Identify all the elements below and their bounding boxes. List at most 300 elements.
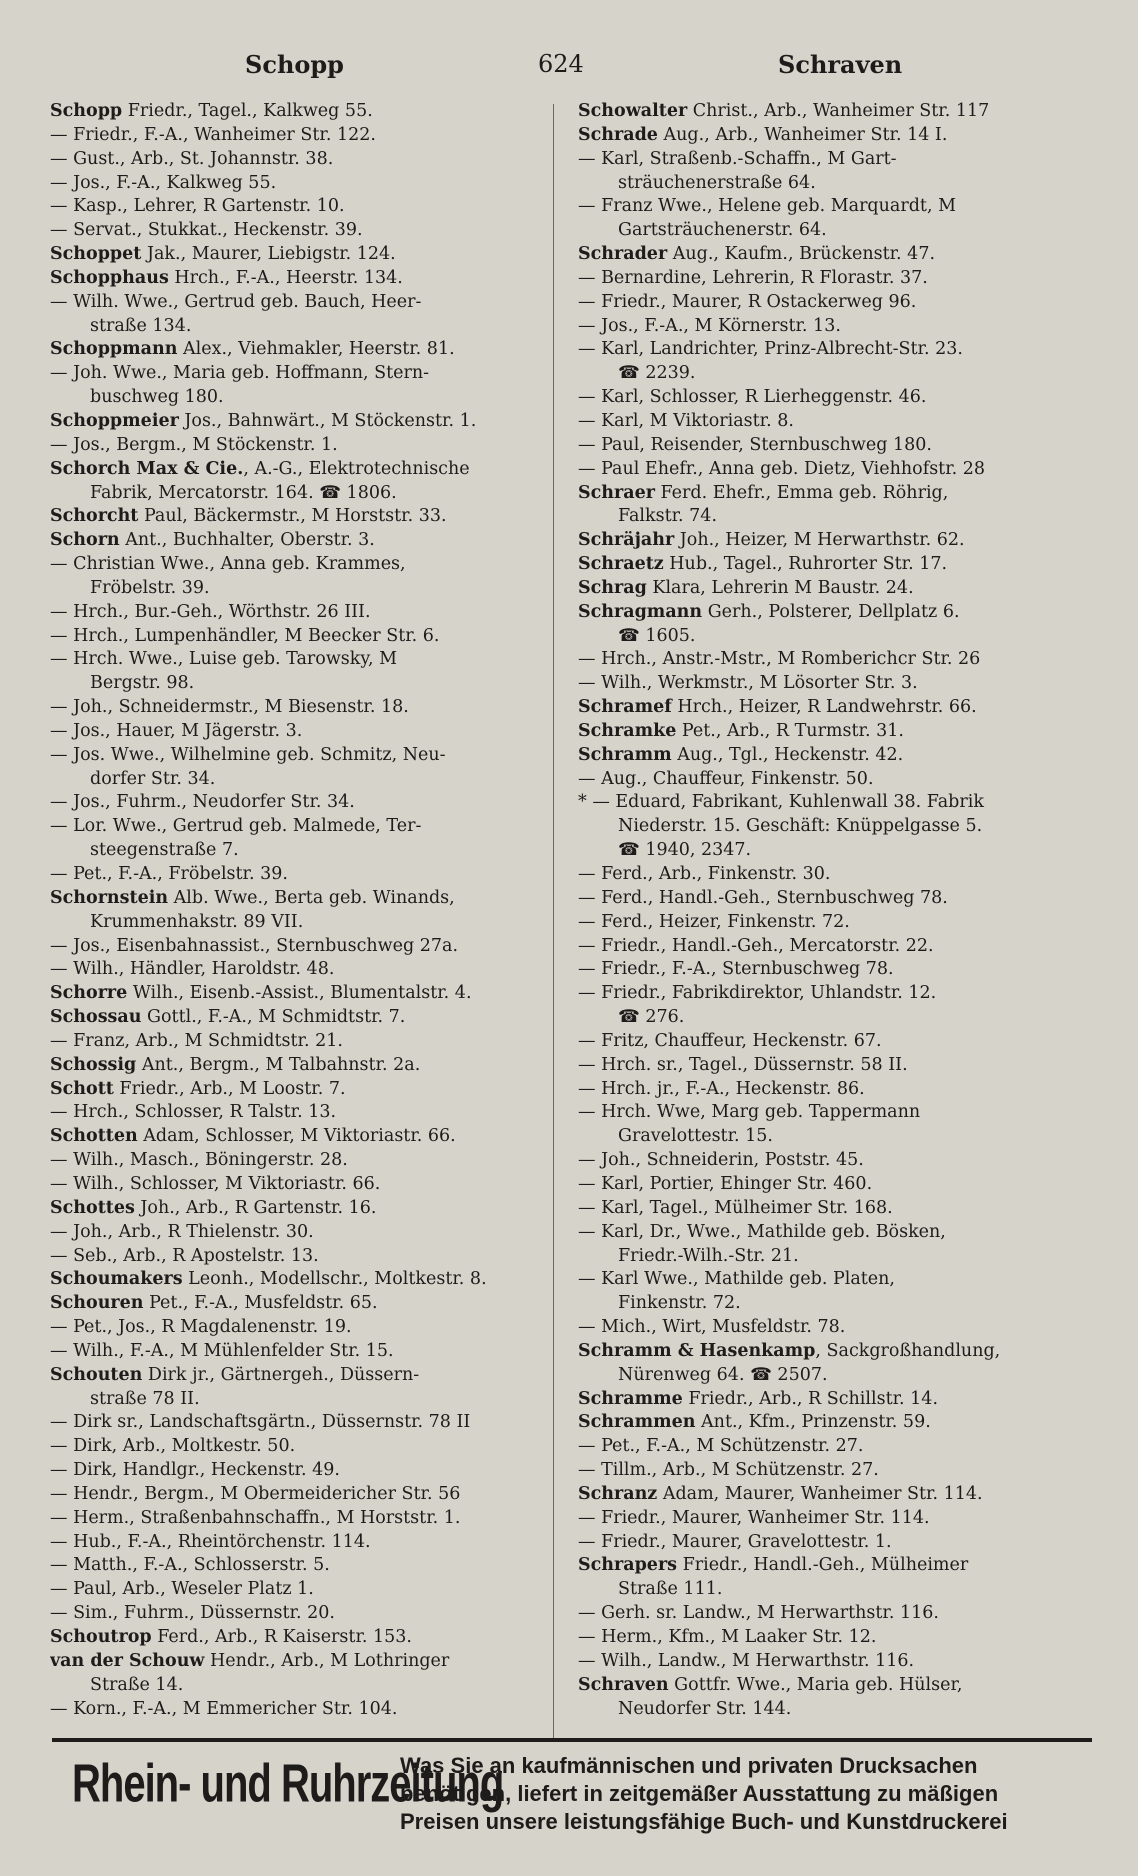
directory-entry bbox=[50, 1149, 560, 1173]
entry-surname: Schramme bbox=[578, 1388, 683, 1409]
entry-text: — Hrch., Lumpenhändler, M Beecker Str. 6. bbox=[50, 625, 440, 646]
directory-entry bbox=[50, 696, 560, 720]
entry-text: — Mich., Wirt, Musfeldstr. 78. bbox=[578, 1317, 846, 1338]
entry-surname: Schott bbox=[50, 1078, 114, 1099]
directory-entry bbox=[50, 625, 560, 649]
directory-entry bbox=[50, 267, 560, 291]
directory-entry bbox=[578, 1245, 1093, 1269]
entry-text: — Fritz, Chauffeur, Heckenstr. 67. bbox=[578, 1030, 882, 1051]
directory-entry bbox=[50, 1268, 560, 1292]
entry-text: — Jos., F.-A., Kalkweg 55. bbox=[50, 172, 277, 193]
entry-text: Hendr., Arb., M Lothringer bbox=[204, 1650, 450, 1671]
entry-text: — Jos. Wwe., Wilhelmine geb. Schmitz, Neu- bbox=[50, 744, 446, 765]
directory-entry bbox=[50, 601, 560, 625]
entry-text: Niederstr. 15. Geschäft: Knüppelgasse 5. bbox=[618, 816, 983, 837]
directory-entry bbox=[578, 1030, 1093, 1054]
directory-entry bbox=[50, 887, 560, 911]
directory-entry bbox=[578, 482, 1093, 506]
entry-text: Straße 14. bbox=[90, 1674, 184, 1695]
entry-surname: Schrader bbox=[578, 244, 668, 265]
entry-surname: Schoppmeier bbox=[50, 410, 179, 431]
directory-entry bbox=[50, 1364, 560, 1388]
entry-text: — Paul Ehefr., Anna geb. Dietz, Viehhofstr. 28 bbox=[578, 458, 986, 479]
directory-entry bbox=[50, 1030, 560, 1054]
directory-entry bbox=[50, 1006, 560, 1030]
entry-text: Adam, Maurer, Wanheimer Str. 114. bbox=[657, 1483, 983, 1504]
directory-entry bbox=[50, 124, 560, 148]
directory-entry bbox=[578, 1602, 1093, 1626]
directory-entry bbox=[50, 100, 560, 124]
entry-text: — Friedr., Maurer, Wanheimer Str. 114. bbox=[578, 1507, 930, 1528]
directory-entry bbox=[578, 1292, 1093, 1316]
directory-entry bbox=[50, 1292, 560, 1316]
directory-entry bbox=[50, 768, 560, 792]
directory-entry bbox=[578, 410, 1093, 434]
directory-entry bbox=[50, 1101, 560, 1125]
directory-entry bbox=[578, 935, 1093, 959]
entry-text: — Hrch., Bur.-Geh., Wörthstr. 26 III. bbox=[50, 601, 371, 622]
directory-entry bbox=[50, 577, 560, 601]
entry-text: Friedr., Arb., R Schillstr. 14. bbox=[682, 1388, 939, 1409]
entry-text: — Matth., F.-A., Schlosserstr. 5. bbox=[50, 1555, 330, 1576]
entry-text: — Wilh., Händler, Haroldstr. 48. bbox=[50, 959, 335, 980]
directory-entry bbox=[578, 195, 1093, 219]
entry-text: Fabrik, Mercatorstr. 164. ☎ 1806. bbox=[90, 482, 397, 503]
entry-text: — Dirk, Handlgr., Heckenstr. 49. bbox=[50, 1460, 340, 1481]
entry-text: — Paul, Reisender, Sternbuschweg 180. bbox=[578, 434, 932, 455]
directory-entry bbox=[578, 1411, 1093, 1435]
directory-entry bbox=[50, 958, 560, 982]
column-divider bbox=[553, 104, 554, 1738]
ad-text bbox=[400, 1752, 1090, 1836]
entry-text: — Hrch. sr., Tagel., Düssernstr. 58 II. bbox=[578, 1054, 908, 1075]
directory-entry bbox=[50, 1411, 560, 1435]
directory-entry bbox=[578, 601, 1093, 625]
entry-text: Friedr., Tagel., Kalkweg 55. bbox=[122, 101, 373, 121]
directory-entry bbox=[578, 1388, 1093, 1412]
entry-surname: Schouten bbox=[50, 1364, 143, 1385]
directory-entry bbox=[50, 243, 560, 267]
directory-entry bbox=[578, 1173, 1093, 1197]
entry-text: — Friedr., F.-A., Wanheimer Str. 122. bbox=[50, 124, 376, 145]
directory-entry bbox=[578, 148, 1093, 172]
entry-text: Nürenweg 64. ☎ 2507. bbox=[618, 1364, 828, 1385]
entry-surname: Schraer bbox=[578, 482, 655, 503]
directory-entry bbox=[578, 172, 1093, 196]
directory-entry bbox=[50, 505, 560, 529]
entry-text: — Karl, M Viktoriastr. 8. bbox=[578, 410, 794, 431]
entry-text: — Friedr., Handl.-Geh., Mercatorstr. 22. bbox=[578, 935, 934, 956]
entry-text: — Wilh., Masch., Böningerstr. 28. bbox=[50, 1150, 348, 1171]
directory-entry bbox=[578, 1459, 1093, 1483]
right-column bbox=[578, 100, 1093, 1721]
entry-text: — Karl, Tagel., Mülheimer Str. 168. bbox=[578, 1197, 893, 1218]
entry-text: — Friedr., Fabrikdirektor, Uhlandstr. 12. bbox=[578, 983, 937, 1004]
directory-entry bbox=[50, 1626, 560, 1650]
directory-entry bbox=[50, 648, 560, 672]
entry-surname: Schorn bbox=[50, 530, 120, 551]
directory-entry bbox=[578, 1221, 1093, 1245]
directory-entry bbox=[50, 410, 560, 434]
directory-entry bbox=[578, 315, 1093, 339]
directory-entry bbox=[578, 696, 1093, 720]
entry-text: — Dirk, Arb., Moltkestr. 50. bbox=[50, 1436, 296, 1457]
directory-entry bbox=[50, 219, 560, 243]
entry-text: — Pet., F.-A., M Schützenstr. 27. bbox=[578, 1436, 864, 1457]
entry-text: — Lor. Wwe., Gertrud geb. Malmede, Ter- bbox=[50, 816, 422, 837]
entry-text: — Jos., Bergm., M Stöckenstr. 1. bbox=[50, 434, 338, 455]
entry-text: — Karl, Portier, Ehinger Str. 460. bbox=[578, 1173, 873, 1194]
entry-surname: Schramke bbox=[578, 720, 677, 741]
directory-entry bbox=[50, 720, 560, 744]
entry-text: Klara, Lehrerin M Baustr. 24. bbox=[646, 577, 914, 598]
entry-text: — Hrch., Anstr.-Mstr., M Romberichcr Str. 26 bbox=[578, 649, 981, 670]
directory-entry bbox=[578, 815, 1093, 839]
directory-entry bbox=[578, 1554, 1093, 1578]
entry-text: — Karl, Straßenb.-Schaffn., M Gart- bbox=[578, 148, 897, 169]
entry-text: Bergstr. 98. bbox=[90, 673, 195, 694]
entry-surname: Schopphaus bbox=[50, 267, 169, 288]
entry-text: Gartsträuchenerstr. 64. bbox=[618, 220, 827, 241]
entry-text: Ant., Kfm., Prinzenstr. 59. bbox=[695, 1412, 931, 1433]
entry-text: — Joh., Arb., R Thielenstr. 30. bbox=[50, 1221, 314, 1242]
entry-text: Finkenstr. 72. bbox=[618, 1293, 741, 1314]
entry-text: Straße 111. bbox=[618, 1579, 723, 1600]
directory-entry bbox=[578, 1101, 1093, 1125]
directory-entry bbox=[50, 1340, 560, 1364]
entry-text: — Seb., Arb., R Apostelstr. 13. bbox=[50, 1245, 319, 1266]
entry-surname: Schornstein bbox=[50, 887, 169, 908]
entry-text: Falkstr. 74. bbox=[618, 506, 718, 527]
directory-entry bbox=[578, 1125, 1093, 1149]
entry-text: Alb. Wwe., Berta geb. Winands, bbox=[168, 887, 455, 908]
directory-entry bbox=[578, 1078, 1093, 1102]
directory-entry bbox=[578, 625, 1093, 649]
entry-text: — Friedr., Maurer, Gravelottestr. 1. bbox=[578, 1531, 892, 1552]
directory-entry bbox=[50, 291, 560, 315]
entry-text: Ferd. Ehefr., Emma geb. Röhrig, bbox=[654, 482, 949, 503]
entry-text: Ant., Bergm., M Talbahnstr. 2a. bbox=[136, 1054, 421, 1075]
directory-entry bbox=[578, 1578, 1093, 1602]
directory-entry bbox=[578, 839, 1093, 863]
entry-text: — Korn., F.-A., M Emmericher Str. 104. bbox=[50, 1698, 398, 1719]
entry-text: Aug., Arb., Wanheimer Str. 14 I. bbox=[657, 124, 948, 145]
directory-entry bbox=[578, 887, 1093, 911]
advertisement bbox=[52, 1738, 1092, 1846]
entry-text: Friedr., Handl.-Geh., Mülheimer bbox=[677, 1555, 969, 1576]
entry-surname: Schramm bbox=[578, 744, 672, 765]
entry-text: Dirk jr., Gärtnergeh., Düssern- bbox=[142, 1364, 420, 1385]
directory-entry bbox=[50, 195, 560, 219]
entry-text: — Pet., F.-A., Fröbelstr. 39. bbox=[50, 864, 288, 884]
entry-text: Gottl., F.-A., M Schmidtstr. 7. bbox=[141, 1007, 406, 1028]
entry-text: Joh., Heizer, M Herwarthstr. 62. bbox=[674, 530, 965, 551]
entry-text: buschweg 180. bbox=[90, 387, 224, 408]
entry-surname: Schossig bbox=[50, 1054, 137, 1075]
entry-text: — Hrch. jr., F.-A., Heckenstr. 86. bbox=[578, 1078, 865, 1099]
directory-entry bbox=[578, 1316, 1093, 1340]
entry-surname: Schraetz bbox=[578, 554, 664, 575]
directory-entry bbox=[50, 744, 560, 768]
entry-text: Gerh., Polsterer, Dellplatz 6. bbox=[702, 601, 960, 622]
ad-logo: Rhein- und Ruhrzeitung bbox=[72, 1754, 504, 1814]
entry-text: — Hrch., Schlosser, R Talstr. 13. bbox=[50, 1102, 337, 1123]
entry-text: Krummenhakstr. 89 VII. bbox=[90, 911, 304, 932]
directory-entry bbox=[578, 791, 1093, 815]
entry-surname: Schoumakers bbox=[50, 1269, 183, 1290]
entry-text: — Herm., Kfm., M Laaker Str. 12. bbox=[578, 1627, 877, 1647]
entry-text: — Pet., Jos., R Magdalenenstr. 19. bbox=[50, 1317, 352, 1338]
entry-text: Alex., Viehmakler, Heerstr. 81. bbox=[177, 339, 455, 360]
entry-surname: Schragmann bbox=[578, 601, 703, 622]
entry-text: — Jos., Hauer, M Jägerstr. 3. bbox=[50, 720, 303, 741]
entry-text: Hrch., Heizer, R Landwehrstr. 66. bbox=[671, 697, 977, 718]
directory-entry bbox=[50, 338, 560, 362]
directory-entry bbox=[50, 911, 560, 935]
entry-text: * — Eduard, Fabrikant, Kuhlenwall 38. Fabrik bbox=[578, 792, 984, 813]
directory-entry bbox=[578, 577, 1093, 601]
directory-entry bbox=[50, 1507, 560, 1531]
entry-surname: Schräjahr bbox=[578, 530, 675, 551]
directory-entry bbox=[50, 529, 560, 553]
entry-text: dorfer Str. 34. bbox=[90, 768, 216, 789]
entry-text: Joh., Arb., R Gartenstr. 16. bbox=[134, 1197, 377, 1218]
directory-entry bbox=[578, 1268, 1093, 1292]
directory-entry bbox=[50, 1674, 560, 1698]
entry-text: — Kasp., Lehrer, R Gartenstr. 10. bbox=[50, 196, 345, 217]
directory-entry bbox=[578, 434, 1093, 458]
entry-text: — Ferd., Handl.-Geh., Sternbuschweg 78. bbox=[578, 887, 948, 908]
entry-text: — Ferd., Heizer, Finkenstr. 72. bbox=[578, 911, 850, 932]
entry-text: Friedr.-Wilh.-Str. 21. bbox=[618, 1245, 799, 1266]
entry-text: — Jos., F.-A., M Körnerstr. 13. bbox=[578, 315, 841, 336]
directory-entry bbox=[578, 1054, 1093, 1078]
directory-entry bbox=[50, 839, 560, 863]
directory-entry bbox=[50, 315, 560, 339]
entry-text: — Paul, Arb., Weseler Platz 1. bbox=[50, 1579, 314, 1600]
entry-text: — Wilh., Werkmstr., M Lösorter Str. 3. bbox=[578, 673, 918, 694]
directory-entry bbox=[578, 958, 1093, 982]
entry-surname: Schrade bbox=[578, 124, 658, 145]
entry-text: — Karl, Dr., Wwe., Mathilde geb. Bösken, bbox=[578, 1221, 946, 1242]
directory-entry bbox=[578, 243, 1093, 267]
entry-text: — Bernardine, Lehrerin, R Florastr. 37. bbox=[578, 267, 928, 288]
entry-text: — Christian Wwe., Anna geb. Krammes, bbox=[50, 554, 406, 575]
directory-entry bbox=[50, 482, 560, 506]
entry-text: straße 134. bbox=[90, 315, 192, 336]
entry-text: ☎ 2239. bbox=[618, 363, 696, 384]
entry-text: — Friedr., Maurer, R Ostackerweg 96. bbox=[578, 291, 917, 312]
entry-surname: Schranz bbox=[578, 1483, 658, 1504]
directory-entry bbox=[578, 1197, 1093, 1221]
entry-text: — Hrch. Wwe, Marg geb. Tappermann bbox=[578, 1102, 921, 1123]
entry-text: — Hendr., Bergm., M Obermeidericher Str. 56 bbox=[50, 1483, 461, 1504]
entry-surname: Schotten bbox=[50, 1126, 138, 1147]
entry-text: Ant., Buchhalter, Oberstr. 3. bbox=[119, 530, 375, 551]
directory-entry bbox=[578, 1149, 1093, 1173]
directory-entry bbox=[578, 505, 1093, 529]
entry-surname: Schouren bbox=[50, 1293, 144, 1314]
entry-text: — Gust., Arb., St. Johannstr. 38. bbox=[50, 148, 334, 169]
entry-text: Adam, Schlosser, M Viktoriastr. 66. bbox=[137, 1126, 456, 1147]
entry-text: — Franz Wwe., Helene geb. Marquardt, M bbox=[578, 196, 956, 217]
directory-entry bbox=[578, 1626, 1093, 1650]
entry-surname: Schorcht bbox=[50, 506, 139, 527]
entry-text: — Sim., Fuhrm., Düssernstr. 20. bbox=[50, 1603, 335, 1624]
entry-text: Pet., F.-A., Musfeldstr. 65. bbox=[143, 1293, 378, 1314]
entry-text: Jos., Bahnwärt., M Stöckenstr. 1. bbox=[178, 410, 477, 431]
entry-text: Wilh., Eisenb.-Assist., Blumentalstr. 4. bbox=[127, 983, 472, 1004]
entry-text: — Aug., Chauffeur, Finkenstr. 50. bbox=[578, 768, 874, 789]
entry-surname: Schramef bbox=[578, 697, 672, 718]
entry-text: — Friedr., F.-A., Sternbuschweg 78. bbox=[578, 959, 894, 980]
entry-text: Jak., Maurer, Liebigstr. 124. bbox=[141, 244, 396, 265]
entry-text: — Jos., Eisenbahnassist., Sternbuschweg 27a. bbox=[50, 935, 459, 956]
directory-entry bbox=[50, 1698, 560, 1722]
entry-text: sträuchenerstraße 64. bbox=[618, 172, 816, 193]
directory-entry bbox=[578, 1698, 1093, 1722]
entry-text: Neudorfer Str. 144. bbox=[618, 1698, 792, 1719]
header-right-keyword: Schraven bbox=[778, 50, 903, 79]
entry-surname: Schoppmann bbox=[50, 339, 178, 360]
entry-text: — Hrch. Wwe., Luise geb. Tarowsky, M bbox=[50, 649, 397, 670]
directory-entry bbox=[578, 863, 1093, 887]
entry-surname: Schoutrop bbox=[50, 1627, 152, 1647]
entry-text: — Wilh., Landw., M Herwarthstr. 116. bbox=[578, 1650, 915, 1671]
directory-entry bbox=[50, 1554, 560, 1578]
directory-entry bbox=[578, 1006, 1093, 1030]
entry-text: — Servat., Stukkat., Heckenstr. 39. bbox=[50, 220, 363, 241]
directory-entry bbox=[578, 1507, 1093, 1531]
entry-text: Christ., Arb., Wanheimer Str. 117 bbox=[687, 101, 990, 121]
entry-text: — Karl Wwe., Mathilde geb. Platen, bbox=[578, 1269, 895, 1290]
directory-entry bbox=[50, 1316, 560, 1340]
entry-surname: Schrapers bbox=[578, 1555, 678, 1576]
directory-entry bbox=[50, 1459, 560, 1483]
entry-surname: Schorre bbox=[50, 983, 128, 1004]
entry-text: Aug., Kaufm., Brückenstr. 47. bbox=[667, 244, 936, 265]
directory-entry bbox=[578, 744, 1093, 768]
directory-entry bbox=[50, 386, 560, 410]
directory-entry bbox=[50, 458, 560, 482]
entry-surname: Schraven bbox=[578, 1674, 669, 1695]
entry-text: — Dirk sr., Landschaftsgärtn., Düssernstr. 78 II bbox=[50, 1412, 471, 1433]
entry-text: Hrch., F.-A., Heerstr. 134. bbox=[168, 267, 403, 288]
entry-text: , Sackgroßhandlung, bbox=[815, 1340, 1001, 1361]
directory-entry bbox=[50, 1388, 560, 1412]
entry-surname: Schowalter bbox=[578, 101, 688, 121]
entry-text: — Jos., Fuhrm., Neudorfer Str. 34. bbox=[50, 792, 355, 813]
entry-text: — Joh., Schneiderin, Poststr. 45. bbox=[578, 1150, 864, 1171]
entry-surname: Schorch Max & Cie. bbox=[50, 458, 244, 479]
ad-line: Preisen unsere leistungsfähige Buch- und Kunstdruckerei bbox=[400, 1809, 1008, 1834]
directory-entry bbox=[50, 1245, 560, 1269]
directory-entry bbox=[578, 982, 1093, 1006]
directory-entry bbox=[50, 672, 560, 696]
directory-entry bbox=[578, 1435, 1093, 1459]
directory-entry bbox=[578, 386, 1093, 410]
directory-entry bbox=[578, 768, 1093, 792]
directory-entry bbox=[50, 1531, 560, 1555]
entry-text: — Tillm., Arb., M Schützenstr. 27. bbox=[578, 1460, 879, 1481]
directory-entry bbox=[50, 1078, 560, 1102]
entry-text: — Gerh. sr. Landw., M Herwarthstr. 116. bbox=[578, 1603, 939, 1624]
directory-entry bbox=[578, 219, 1093, 243]
entry-text: — Wilh. Wwe., Gertrud geb. Bauch, Heer- bbox=[50, 291, 422, 312]
entry-text: — Karl, Landrichter, Prinz-Albrecht-Str. 23. bbox=[578, 339, 963, 360]
directory-entry bbox=[50, 791, 560, 815]
entry-text: straße 78 II. bbox=[90, 1388, 200, 1409]
entry-text: ☎ 276. bbox=[618, 1007, 685, 1028]
directory-entry bbox=[578, 1531, 1093, 1555]
page-number: 624 bbox=[538, 50, 584, 78]
entry-text: — Herm., Straßenbahnschaffn., M Horststr. 1. bbox=[50, 1507, 461, 1528]
entry-text: Fröbelstr. 39. bbox=[90, 577, 210, 598]
entry-text: steegenstraße 7. bbox=[90, 840, 239, 861]
entry-text: Leonh., Modellschr., Moltkestr. 8. bbox=[182, 1269, 487, 1290]
directory-entry bbox=[50, 815, 560, 839]
directory-entry bbox=[50, 553, 560, 577]
directory-entry bbox=[50, 982, 560, 1006]
directory-entry bbox=[50, 1602, 560, 1626]
directory-entry bbox=[578, 1364, 1093, 1388]
directory-entry bbox=[50, 1435, 560, 1459]
directory-entry bbox=[50, 863, 560, 887]
directory-entry bbox=[578, 720, 1093, 744]
directory-entry bbox=[50, 434, 560, 458]
directory-entry bbox=[578, 362, 1093, 386]
directory-entry bbox=[50, 1578, 560, 1602]
entry-surname: Schrammen bbox=[578, 1412, 696, 1433]
entry-surname: Schossau bbox=[50, 1007, 142, 1028]
entry-text: — Franz, Arb., M Schmidtstr. 21. bbox=[50, 1030, 343, 1051]
entry-text: Gottfr. Wwe., Maria geb. Hülser, bbox=[668, 1674, 963, 1695]
directory-entry bbox=[50, 362, 560, 386]
left-column bbox=[50, 100, 560, 1721]
directory-entry bbox=[50, 148, 560, 172]
directory-entry bbox=[578, 100, 1093, 124]
directory-entry bbox=[578, 338, 1093, 362]
entry-text: Pet., Arb., R Turmstr. 31. bbox=[676, 720, 904, 741]
directory-entry bbox=[578, 1650, 1093, 1674]
directory-entry bbox=[50, 935, 560, 959]
header-left-keyword: Schopp bbox=[245, 50, 344, 79]
directory-entry bbox=[50, 1221, 560, 1245]
directory-entry bbox=[50, 1173, 560, 1197]
entry-text: ☎ 1940, 2347. bbox=[618, 840, 752, 861]
entry-text: — Joh. Wwe., Maria geb. Hoffmann, Stern- bbox=[50, 363, 430, 384]
directory-entry bbox=[578, 911, 1093, 935]
entry-surname: Schrag bbox=[578, 577, 647, 598]
directory-entry bbox=[578, 124, 1093, 148]
directory-entry bbox=[578, 553, 1093, 577]
entry-text: Gravelottestr. 15. bbox=[618, 1126, 773, 1147]
entry-text: Ferd., Arb., R Kaiserstr. 153. bbox=[151, 1627, 412, 1647]
directory-entry bbox=[578, 291, 1093, 315]
ad-line: benötigen, liefert in zeitgemäßer Ausstattung zu mäßigen bbox=[400, 1781, 999, 1806]
entry-text: — Wilh., F.-A., M Mühlenfelder Str. 15. bbox=[50, 1340, 394, 1361]
directory-entry bbox=[578, 1340, 1093, 1364]
directory-entry bbox=[578, 1674, 1093, 1698]
directory-entry bbox=[50, 1197, 560, 1221]
entry-text: , A.-G., Elektrotechnische bbox=[243, 458, 470, 479]
entry-text: Hub., Tagel., Ruhrorter Str. 17. bbox=[663, 554, 948, 575]
directory-entry bbox=[50, 1483, 560, 1507]
entry-text: — Hub., F.-A., Rheintörchenstr. 114. bbox=[50, 1531, 371, 1552]
directory-entry bbox=[578, 672, 1093, 696]
entry-text: Paul, Bäckermstr., M Horststr. 33. bbox=[138, 506, 447, 527]
entry-text: — Ferd., Arb., Finkenstr. 30. bbox=[578, 864, 831, 884]
